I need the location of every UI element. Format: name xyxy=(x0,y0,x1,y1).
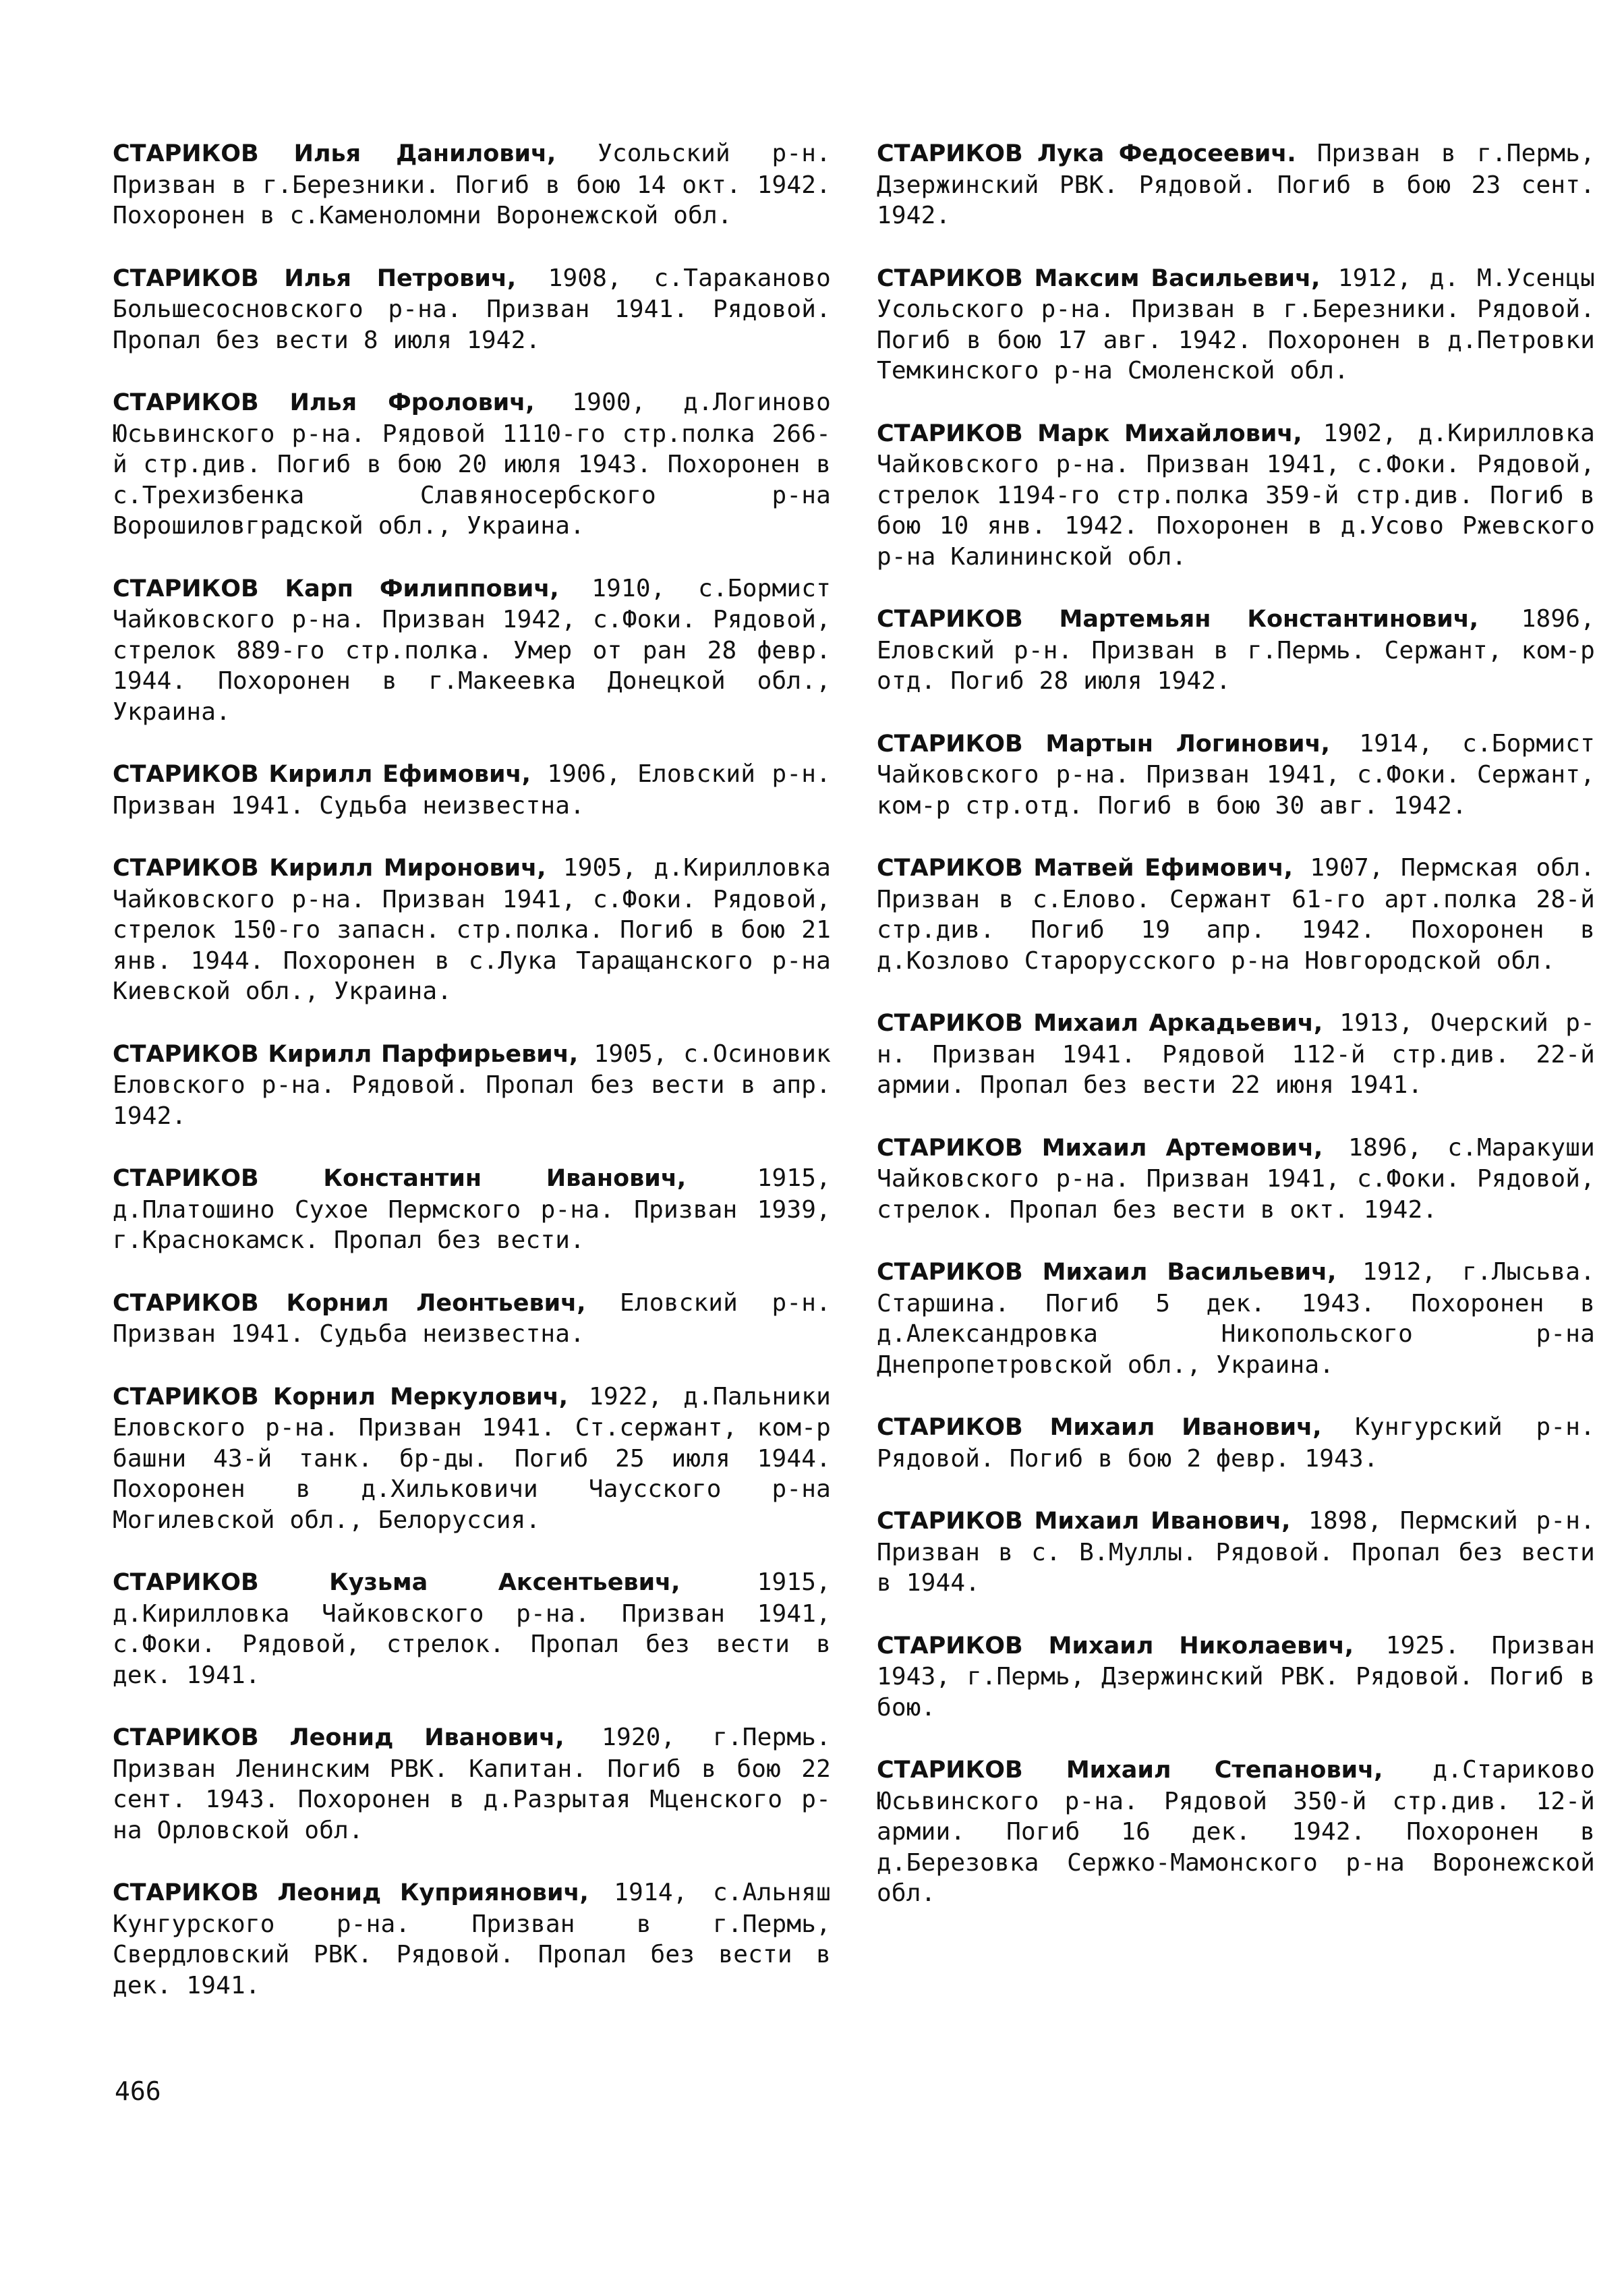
entry-name: СТАРИКОВ Илья Фролович, xyxy=(113,389,535,416)
entry-name: СТАРИКОВ Кирилл Миронович, xyxy=(113,855,546,882)
entry-name: СТАРИКОВ Леонид Куприянович, xyxy=(113,1879,589,1906)
entry-name: СТАРИКОВ Кузьма Аксентьевич, xyxy=(113,1569,680,1596)
entry-name: СТАРИКОВ Мартын Логинович, xyxy=(877,730,1330,758)
biography-entry xyxy=(877,729,1595,822)
biography-entry xyxy=(113,1722,831,1846)
biography-entry xyxy=(877,263,1595,387)
entry-name: СТАРИКОВ Лука Федосеевич. xyxy=(877,140,1296,167)
biography-entry xyxy=(877,1133,1595,1226)
biography-entry xyxy=(877,138,1595,231)
biography-entry xyxy=(877,604,1595,697)
biography-entry xyxy=(877,1008,1595,1101)
entry-name: СТАРИКОВ Кирилл Парфирьевич, xyxy=(113,1040,579,1068)
entry-name: СТАРИКОВ Михаил Васильевич, xyxy=(877,1259,1337,1286)
entry-text: 1896, Еловский р-н. Призван в г.Пермь. Сержант, ком-р отд. Погиб 28 июля 1942. xyxy=(877,605,1596,695)
entry-name: СТАРИКОВ Корнил Меркулович, xyxy=(113,1383,569,1411)
entry-name: СТАРИКОВ Михаил Иванович, xyxy=(877,1508,1291,1535)
entry-text: 1902, д.Кирилловка Чайковского р-на. Призван 1941, с.Фоки. Рядовой, стрелок 1194-го стр.полка 359-й стр.див. Погиб в бою 10 янв. 1942. Похоронен в д.Усово Ржевского р-на Калининской обл. xyxy=(877,419,1595,571)
entry-name: СТАРИКОВ Илья Данилович, xyxy=(113,140,556,167)
biography-entry xyxy=(113,1877,831,2001)
entry-text: 1912, д. М.Усенцы Усольского р-на. Призван в г.Березники. Рядовой. Погиб в бою 17 авг. 1942. Похоронен в д.Петровки Темкинского р-на Смоленской обл. xyxy=(877,264,1596,385)
entry-text: 1898, Пермский р-н. Призван в с. В.Муллы. Рядовой. Пропал без вести в 1944. xyxy=(877,1507,1595,1597)
biography-entry xyxy=(877,1630,1595,1724)
entry-text: 1896, с.Маракуши Чайковского р-на. Призван 1941, с.Фоки. Рядовой, стрелок. Пропал без вести в окт. 1942. xyxy=(877,1133,1595,1224)
entry-name: СТАРИКОВ Леонид Иванович, xyxy=(113,1724,564,1751)
entry-text: Усольский р-н. Призван в г.Березники. Погиб в бою 14 окт. 1942. Похоронен в с.Каменоломни Воронежской обл. xyxy=(113,140,831,229)
entry-name: СТАРИКОВ Мартемьян Константинович, xyxy=(877,606,1479,633)
entry-text: Призван в г.Пермь, Дзержинский РВК. Рядовой. Погиб в бою 23 сент. 1942. xyxy=(877,140,1595,229)
entry-name: СТАРИКОВ Михаил Артемович, xyxy=(877,1134,1323,1162)
entry-name: СТАРИКОВ Михаил Аркадьевич, xyxy=(877,1010,1323,1037)
entry-text: 1915, д.Платошино Сухое Пермского р-на. Призван 1939, г.Краснокамск. Пропал без вести. xyxy=(113,1164,832,1254)
biography-entry xyxy=(113,1288,831,1350)
entry-text: 1905, д.Кирилловка Чайковского р-на. Призван 1941, с.Фоки. Рядовой, стрелок 150-го запасн. стр.полка. Погиб в бою 21 янв. 1944. Похоронен в с.Лука Таращанского р-на Киевской обл., Украина. xyxy=(113,854,832,1005)
entry-text: 1925. Призван 1943, г.Пермь, Дзержинский РВК. Рядовой. Погиб в бою. xyxy=(877,1631,1595,1722)
biography-entry xyxy=(113,263,831,356)
entry-text: 1906, Еловский р-н. Призван 1941. Судьба неизвестна. xyxy=(113,760,832,820)
entry-name: СТАРИКОВ Илья Петрович, xyxy=(113,264,517,292)
entry-text: Кунгурский р-н. Рядовой. Погиб в бою 2 февр. 1943. xyxy=(877,1413,1596,1473)
entry-name: СТАРИКОВ Михаил Николаевич, xyxy=(877,1632,1354,1659)
biography-entry xyxy=(877,418,1595,573)
entry-text: 1912, г.Лысьва. Старшина. Погиб 5 дек. 1943. Похоронен в д.Александровка Никопольского р-на Днепропетровской обл., Украина. xyxy=(877,1258,1595,1379)
entry-name: СТАРИКОВ Матвей Ефимович, xyxy=(877,855,1293,882)
entry-text: 1900, д.Логиново Юсьвинского р-на. Рядовой 1110-го стр.полка 266-й стр.див. Погиб в бою 20 июля 1943. Похоронен в с.Трехизбенка Славяносербского р-на Ворошиловградской обл., Украина. xyxy=(113,389,831,540)
entry-name: СТАРИКОВ Кирилл Ефимович, xyxy=(113,761,531,788)
biography-entry xyxy=(113,1163,831,1256)
entry-text: 1913, Очерский р-н. Призван 1941. Рядовой 112-й стр.див. 22-й армии. Пропал без вести 22 июня 1941. xyxy=(877,1009,1596,1099)
entry-name: СТАРИКОВ Корнил Леонтьевич, xyxy=(113,1289,586,1317)
biography-entry xyxy=(113,138,831,231)
biography-entry xyxy=(113,1039,831,1132)
entry-name: СТАРИКОВ Михаил Иванович, xyxy=(877,1414,1322,1441)
biography-entry xyxy=(113,387,831,542)
entry-text: 1907, Пермская обл. Призван в с.Елово. Сержант 61-го арт.полка 28-й стр.див. Погиб 19 апр. 1942. Похоронен в д.Козлово Старорусского р-на Новгородской обл. xyxy=(877,854,1595,975)
biography-entry xyxy=(113,1382,831,1536)
biography-entry xyxy=(113,1567,831,1691)
biography-entry xyxy=(877,1755,1595,1909)
biography-entry xyxy=(877,1412,1595,1474)
page-number: 466 xyxy=(115,2076,161,2106)
right-column xyxy=(877,138,1595,1941)
entry-text: 1920, г.Пермь. Призван Ленинским РВК. Капитан. Погиб в бою 22 сент. 1943. Похоронен в д.Разрытая Мценского р-на Орловской обл. xyxy=(113,1724,832,1844)
biography-entry xyxy=(877,853,1595,976)
left-column xyxy=(113,138,831,2033)
entry-text: Еловский р-н. Призван 1941. Судьба неизвестна. xyxy=(113,1288,831,1348)
entry-text: 1914, с.Альняш Кунгурского р-на. Призван в г.Пермь, Свердловский РВК. Рядовой. Пропал без вести в дек. 1941. xyxy=(113,1879,831,1999)
entry-text: 1908, с.Тараканово Большесосновского р-на. Призван 1941. Рядовой. Пропал без вести 8 июля 1942. xyxy=(113,264,831,354)
entry-name: СТАРИКОВ Михаил Степанович, xyxy=(877,1757,1383,1784)
entry-name: СТАРИКОВ Марк Михайлович, xyxy=(877,420,1302,447)
entry-name: СТАРИКОВ Максим Васильевич, xyxy=(877,264,1321,292)
biography-entry xyxy=(877,1257,1595,1380)
biography-entry xyxy=(877,1506,1595,1599)
entry-text: 1922, д.Пальники Еловского р-на. Призван 1941. Ст.сержант, ком-р башни 43-й танк. бр-ды. Погиб 25 июля 1944. Похоронен в д.Хильковичи Чаусского р-на Могилевской обл., Белоруссия. xyxy=(113,1382,832,1534)
entry-name: СТАРИКОВ Карп Филиппович, xyxy=(113,575,559,602)
entry-text: 1905, с.Осиновик Еловского р-на. Рядовой. Пропал без вести в апр. 1942. xyxy=(113,1040,832,1130)
entry-text: 1914, с.Бормист Чайковского р-на. Призван 1941, с.Фоки. Сержант, ком-р стр.отд. Погиб в бою 30 авг. 1942. xyxy=(877,729,1595,820)
entry-text: 1910, с.Бормист Чайковского р-на. Призван 1942, с.Фоки. Рядовой, стрелок 889-го стр.полка. Умер от ран 28 февр. 1944. Похоронен в г.Макеевка Донецкой обл., Украина. xyxy=(113,574,831,726)
entry-text: д.Стариково Юсьвинского р-на. Рядовой 350-й стр.див. 12-й армии. Погиб 16 дек. 1942. Похоронен в д.Березовка Сержко-Мамонского р-на Воронежской обл. xyxy=(877,1756,1595,1907)
biography-entry xyxy=(113,573,831,728)
entry-text: 1915, д.Кирилловка Чайковского р-на. Призван 1941, с.Фоки. Рядовой, стрелок. Пропал без вести в дек. 1941. xyxy=(113,1568,832,1689)
biography-entry xyxy=(113,853,831,1007)
entry-name: СТАРИКОВ Константин Иванович, xyxy=(113,1165,687,1192)
biography-entry xyxy=(113,759,831,821)
